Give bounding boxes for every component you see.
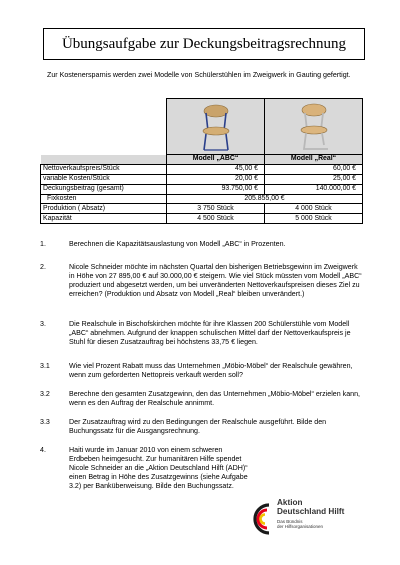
chair-abc-image [196, 101, 236, 153]
logo-subtitle: Das Bündnis der Hilfsorganisationen [277, 519, 324, 529]
header-abc: Modell „ABC“ [167, 155, 265, 165]
table-row: variable Kosten/Stück 20,00 € 25,00 € [41, 174, 363, 184]
table-row: Nettoverkaufspreis/Stück 45,00 € 60,00 € [41, 164, 363, 174]
image-row [41, 99, 363, 155]
chair-real-image [294, 101, 334, 153]
table-row: Kapazität 4 500 Stück 5 000 Stück [41, 214, 363, 224]
table-row: Produktion ( Absatz) 3 750 Stück 4 000 Stück [41, 204, 363, 214]
table-row-fixkosten: Fixkosten 205.855,00 € [41, 194, 363, 204]
chair-real-cell [265, 99, 363, 155]
header-real: Modell „Real“ [265, 155, 363, 165]
product-table [40, 98, 363, 224]
chair-abc-cell [167, 99, 265, 155]
table-row: Deckungsbeitrag (gesamt) 93.750,00 € 140.000,00 € [41, 184, 363, 194]
page-title: Übungsaufgabe zur Deckungsbeitragsrechnung [43, 28, 365, 60]
document-page: Übungsaufgabe zur Deckungsbeitragsrechnung Zur Kostenersparnis werden zwei Modelle von Schülerstühlen im Zweigwerk in Gauting gefertigt. Modell „ABC“ Modell „Real“ Nettoverkaufspreis/Stück 45,00 € 60,00 € variable Kosten/Stück 20,00 € 25,00 € Deckungsbeitrag (gesamt) 93.750,00 € 140.000,00 € Fixkosten 205.855,00 € Produktion ( Absatz) 3 750 Stück 4 000 Stück Kapazität 4 500 Stück 5 000 Stück 1. Berechnen die Kapazitätsauslastung von Modell „ABC“ in Prozenten. 2. Nicole Schneider möchte im nächsten Quartal den bisherigen Betriebsgewinn im Zweigwerk in Höhe von 27 895,00 € auf 30.000,00 € steigern. Wie viel Stück müssten vom Modell „ABC“ produziert und abgesetzt werden, um bei unveränderten Nettoverkaufspreisen dieses Ziel zu erreichen? (Produktion und Absatz von Modell „Real“ bleiben unverändert.) 3. Die Realschule in Bischofskirchen möchte für ihre Klassen 200 Schülerstühle vom Modell „ABC“ abnehmen. Aufgrund der knappen schulischen Mittel darf der Nettoverkaufspreis je Stuhl für diesen Zusatzauftrag bei höchstens 33,75 € liegen. 3.1 Wie viel Prozent Rabatt muss das Unternehmen „Möbio-Möbel“ der Realschule gewähren, wenn zum geforderten Nettopreis verkauft werden soll? 3.2 Berechne den gesamten Zusatzgewinn, den das Unternehmen „Möbio-Möbel“ erzielen kann, wenn es den Auftrag der Realschule annimmt. 3.3 Der Zusatzauftrag wird zu den Bedingungen der Realschule ausgeführt. Bilde den Buchungssatz für die Ausgangsrechnung. 4. Haiti wurde im Januar 2010 von einem schweren Erdbeben heimgesucht. Zur humanitären Hilfe spendet Nicole Schneider an die „Aktion Deutschland Hilft (ADH)“ einen Betrag in Höhe des Zusatzgewinns (siehe Aufgabe 3.2) per Banküberweisung. Bilde den Buchungssatz. Aktion Deutschland Hilft Das Bündnis der Hilfsorganisationen [0, 0, 400, 565]
aktion-deutschland-hilft-logo [247, 499, 367, 541]
globe-icon [247, 499, 275, 539]
logo-title: Aktion Deutschland Hilft [277, 498, 345, 516]
intro-text: Zur Kostenersparnis werden zwei Modelle von Schülerstühlen im Zweigwerk in Gauting gefertigt. [47, 71, 351, 79]
table-header-row [41, 155, 363, 165]
